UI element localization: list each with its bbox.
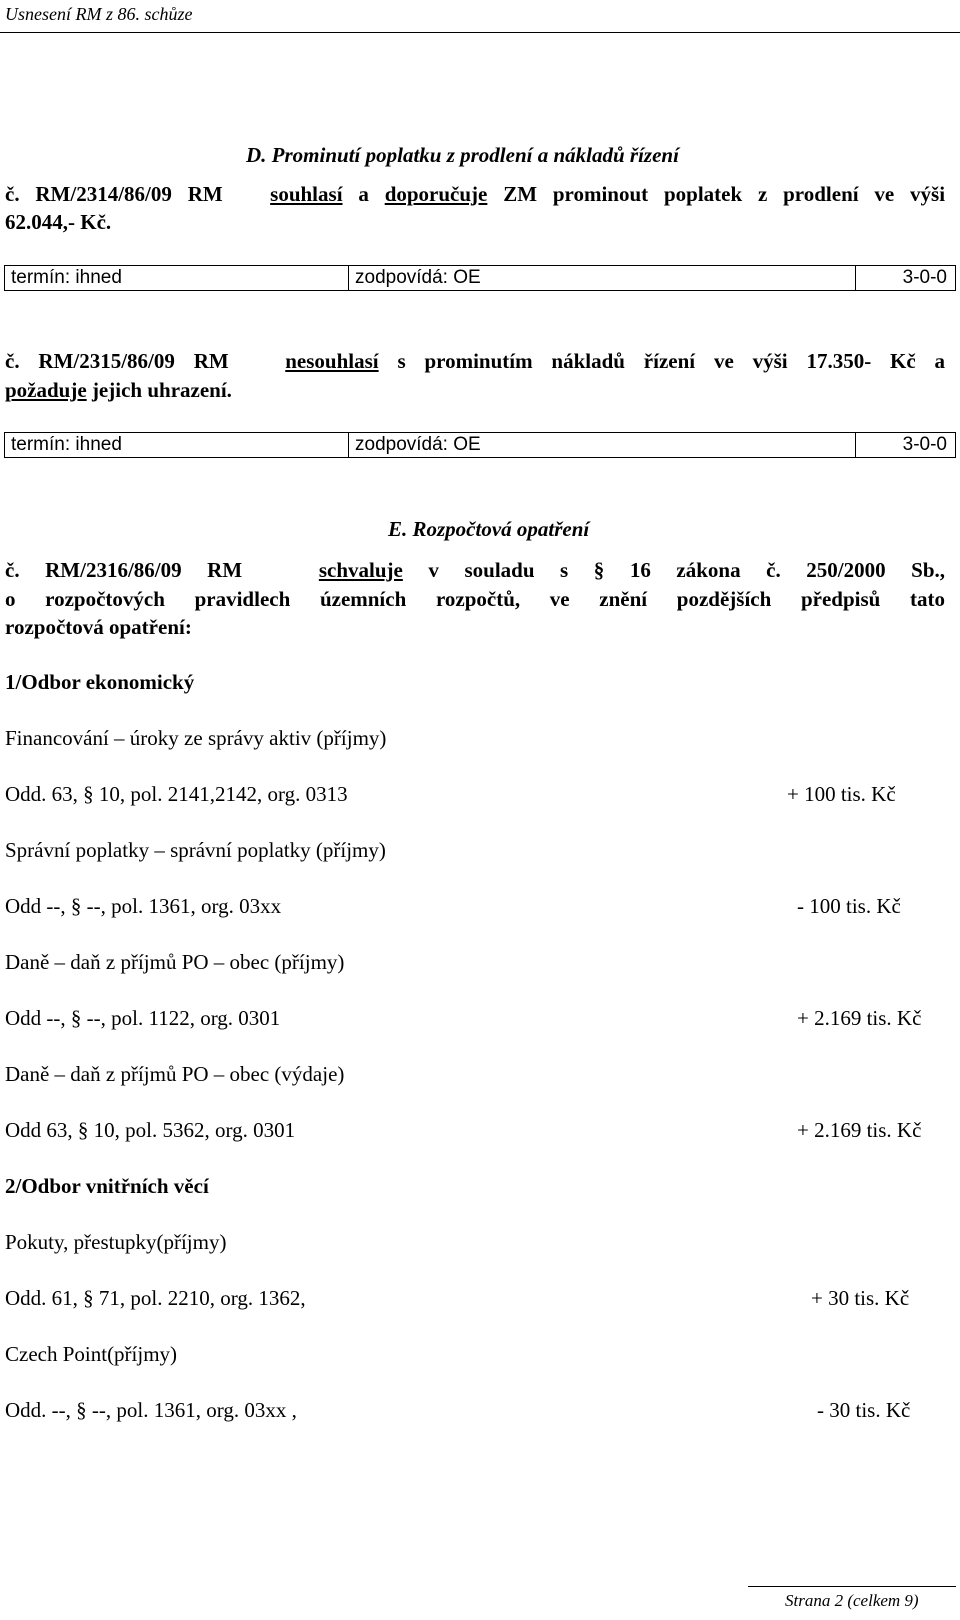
resolution-text: ZM prominout poplatek z prodlení ve výši bbox=[503, 182, 946, 206]
responsible-label: zodpovídá: OE bbox=[355, 434, 481, 455]
resolution-2315-line2 bbox=[5, 378, 232, 403]
budget-item-amount: + 30 tis. Kč bbox=[811, 1286, 910, 1310]
resolution-text: v souladu s § 16 zákona č. 250/2000 Sb., bbox=[428, 558, 946, 582]
budget-item-ref: Odd --, § --, pol. 1361, org. 03xx bbox=[5, 894, 282, 918]
resolution-number: č. RM/2316/86/09 RM bbox=[5, 558, 243, 582]
budget-item-amount: + 2.169 tis. Kč bbox=[797, 1118, 922, 1142]
budget-item-ref: Odd. 63, § 10, pol. 2141,2142, org. 0313 bbox=[5, 782, 348, 806]
budget-item-label: Financování – úroky ze správy aktiv (příjmy) bbox=[5, 726, 387, 750]
resolution-2316-line1 bbox=[5, 558, 945, 583]
budget-item-ref: Odd. --, § --, pol. 1361, org. 03xx , bbox=[5, 1398, 297, 1422]
resolution-2316-line2: o rozpočtových pravidlech územních rozpočtů, ve znění pozdějších předpisů tato bbox=[5, 587, 945, 611]
cell-divider bbox=[348, 266, 349, 290]
resolution-number: č. RM/2315/86/09 RM bbox=[5, 349, 229, 373]
cell-divider bbox=[348, 433, 349, 457]
budget-item-amount: + 2.169 tis. Kč bbox=[797, 1006, 922, 1030]
resolution-2315-meta-box bbox=[4, 432, 956, 458]
budget-item-amount: - 30 tis. Kč bbox=[817, 1398, 911, 1422]
term-label: termín: ihned bbox=[11, 434, 122, 455]
footer-divider bbox=[748, 1586, 956, 1587]
budget-item-label: Pokuty, přestupky(příjmy) bbox=[5, 1230, 227, 1254]
resolution-2314-line1 bbox=[5, 182, 945, 207]
header-divider bbox=[0, 32, 960, 33]
budget-item-ref: Odd 63, § 10, pol. 5362, org. 0301 bbox=[5, 1118, 296, 1142]
resolution-verb-recommend: doporučuje bbox=[384, 182, 488, 206]
budget-item-label: Správní poplatky – správní poplatky (příjmy) bbox=[5, 838, 386, 862]
cell-divider bbox=[855, 433, 856, 457]
responsible-label: zodpovídá: OE bbox=[355, 267, 481, 288]
term-label: termín: ihned bbox=[11, 267, 122, 288]
budget-item-ref: Odd. 61, § 71, pol. 2210, org. 1362, bbox=[5, 1286, 306, 1310]
budget-item-label: Daně – daň z příjmů PO – obec (příjmy) bbox=[5, 950, 345, 974]
page-number: Strana 2 (celkem 9) bbox=[785, 1591, 919, 1610]
resolution-2316-line3: rozpočtová opatření: bbox=[5, 615, 192, 639]
conjunction: a bbox=[358, 182, 369, 206]
cell-divider bbox=[855, 266, 856, 290]
resolution-verb-require: požaduje bbox=[5, 378, 87, 402]
section-d-heading: D. Prominutí poplatku z prodlení a nákladů řízení bbox=[246, 143, 679, 167]
vote-code: 3-0-0 bbox=[902, 434, 947, 455]
resolution-verb-approve: souhlasí bbox=[270, 182, 343, 206]
document-header-title: Usnesení RM z 86. schůze bbox=[5, 4, 193, 24]
budget-item-label: Daně – daň z příjmů PO – obec (výdaje) bbox=[5, 1062, 345, 1086]
resolution-2314-line2: 62.044,- Kč. bbox=[5, 210, 112, 234]
resolution-2314-meta-box bbox=[4, 265, 956, 291]
resolution-verb-approve: schvaluje bbox=[318, 558, 403, 582]
resolution-text: s prominutím nákladů řízení ve výši 17.350- Kč a bbox=[397, 349, 946, 373]
budget-item-amount: - 100 tis. Kč bbox=[797, 894, 901, 918]
resolution-verb-disapprove: nesouhlasí bbox=[285, 349, 379, 373]
budget-item-amount: + 100 tis. Kč bbox=[787, 782, 896, 806]
section-e-heading: E. Rozpočtová opatření bbox=[388, 517, 590, 541]
resolution-number: č. RM/2314/86/09 RM bbox=[5, 182, 223, 206]
vote-code: 3-0-0 bbox=[902, 267, 947, 288]
department-heading: 2/Odbor vnitřních věcí bbox=[5, 1174, 209, 1198]
department-heading: 1/Odbor ekonomický bbox=[5, 670, 195, 694]
resolution-2315-line1 bbox=[5, 349, 945, 374]
budget-item-label: Czech Point(příjmy) bbox=[5, 1342, 178, 1366]
budget-item-ref: Odd --, § --, pol. 1122, org. 0301 bbox=[5, 1006, 281, 1030]
resolution-text: jejich uhrazení. bbox=[91, 378, 232, 402]
